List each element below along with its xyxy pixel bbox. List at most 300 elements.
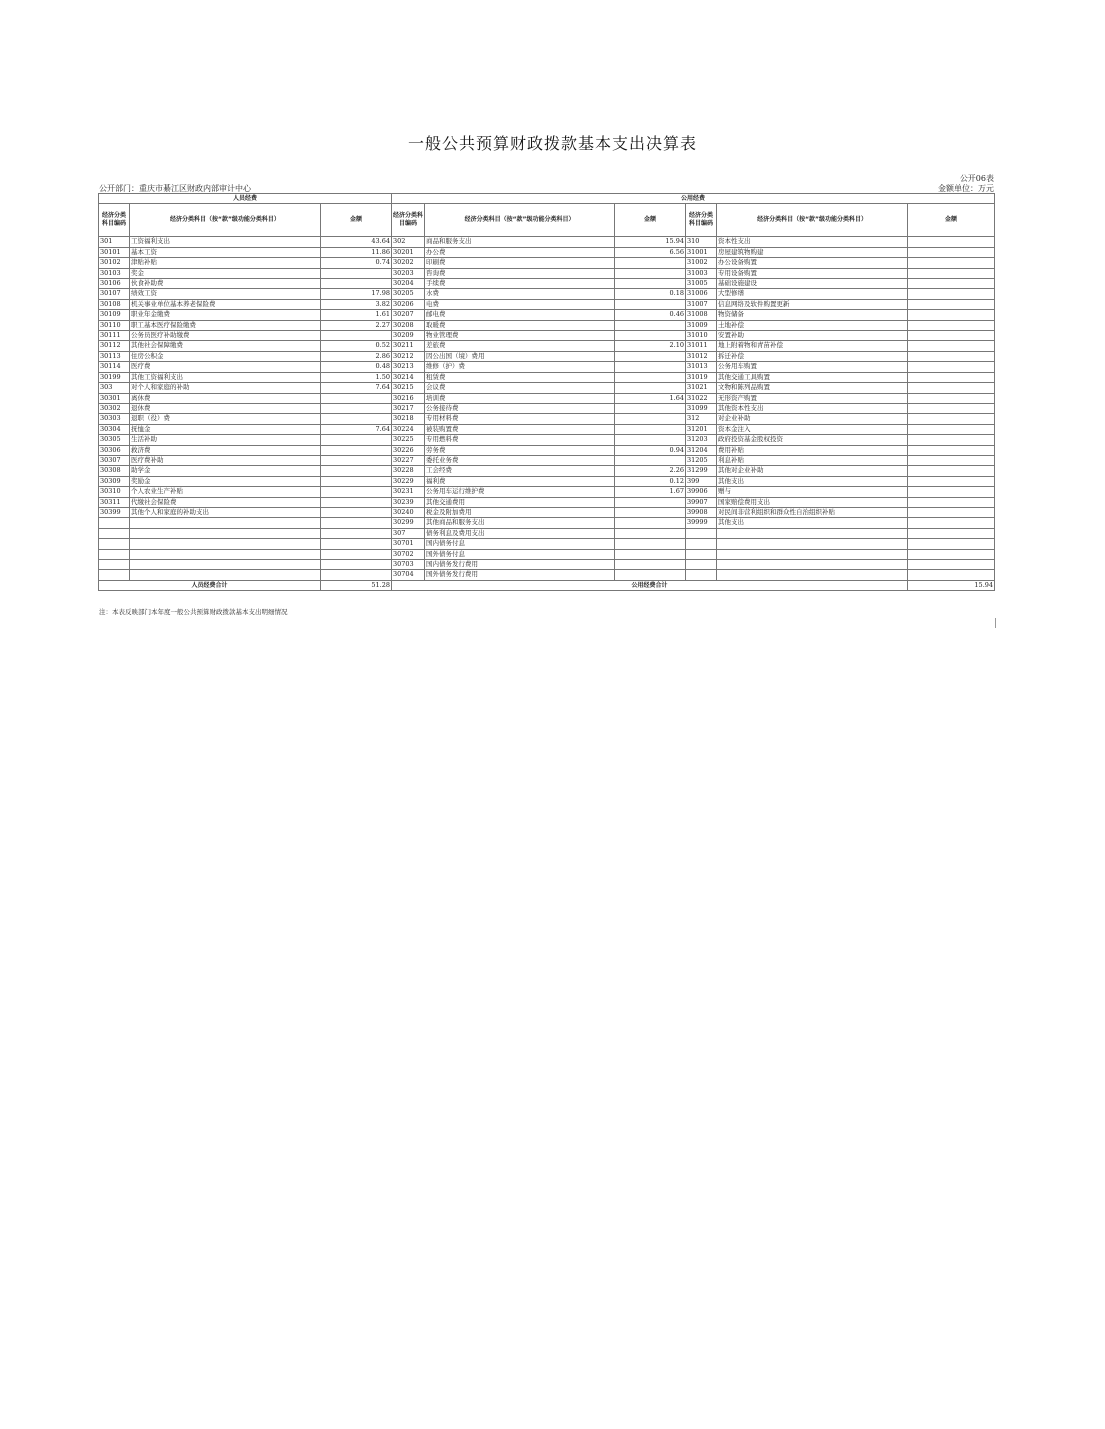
cell-name: 地上附着物和青苗补偿 <box>717 341 908 351</box>
cell-amount <box>908 258 995 268</box>
cell-amount: 0.48 <box>321 362 392 372</box>
table-row <box>99 455 995 465</box>
cell-amount: 1.50 <box>321 372 392 382</box>
cell-amount <box>615 455 686 465</box>
cell-amount <box>908 237 995 247</box>
cell-amount <box>615 362 686 372</box>
unit-label: 金额单位：万元 <box>938 184 994 193</box>
cell-code: 31010 <box>686 331 717 341</box>
cell-code: 30214 <box>392 372 425 382</box>
cell-code: 30306 <box>99 445 130 455</box>
table-row <box>99 497 995 507</box>
cell-amount <box>615 268 686 278</box>
cell-amount <box>321 393 392 403</box>
cell-amount <box>321 435 392 445</box>
cell-amount <box>908 539 995 549</box>
cell-code: 30202 <box>392 258 425 268</box>
table-row <box>99 362 995 372</box>
table-row <box>99 539 995 549</box>
cell-code: 30206 <box>392 299 425 309</box>
cell-code: 30208 <box>392 320 425 330</box>
cell-amount <box>908 528 995 538</box>
table-row <box>99 372 995 382</box>
cell-name: 救济费 <box>130 445 321 455</box>
cell-amount <box>615 299 686 309</box>
cell-amount: 17.98 <box>321 289 392 299</box>
cell-amount <box>615 518 686 528</box>
cell-code: 31013 <box>686 362 717 372</box>
cell-name: 物业管理费 <box>425 331 615 341</box>
cell-amount <box>908 383 995 393</box>
cell-name: 津贴补贴 <box>130 258 321 268</box>
cell-name: 奖金 <box>130 268 321 278</box>
cell-name: 无形资产购置 <box>717 393 908 403</box>
cell-code: 30702 <box>392 549 425 559</box>
cell-code: 30239 <box>392 497 425 507</box>
cell-name: 绩效工资 <box>130 289 321 299</box>
cell-name: 其他支出 <box>717 518 908 528</box>
public-total-amount: 15.94 <box>908 580 995 590</box>
cell-amount <box>908 351 995 361</box>
cell-amount <box>908 518 995 528</box>
table-row <box>99 310 995 320</box>
cell-amount <box>908 435 995 445</box>
cell-code: 30199 <box>99 372 130 382</box>
cell-name: 专用设备购置 <box>717 268 908 278</box>
cell-code: 30304 <box>99 424 130 434</box>
total-row <box>99 580 995 590</box>
cell-amount: 2.27 <box>321 320 392 330</box>
cell-name: 其他交通工具购置 <box>717 372 908 382</box>
cell-amount <box>908 445 995 455</box>
cell-code: 302 <box>392 237 425 247</box>
cell-code: 31099 <box>686 403 717 413</box>
table-row <box>99 435 995 445</box>
cell-amount <box>321 268 392 278</box>
cell-amount <box>615 414 686 424</box>
cell-code: 31021 <box>686 383 717 393</box>
cell-code: 30227 <box>392 455 425 465</box>
cell-code <box>99 539 130 549</box>
cell-code: 30112 <box>99 341 130 351</box>
cell-name <box>130 549 321 559</box>
cell-name: 公务用车运行维护费 <box>425 487 615 497</box>
cell-name <box>717 539 908 549</box>
cell-amount <box>908 362 995 372</box>
cell-amount <box>321 497 392 507</box>
cell-name: 水费 <box>425 289 615 299</box>
table-row <box>99 549 995 559</box>
cell-code: 30240 <box>392 507 425 517</box>
table-row <box>99 237 995 247</box>
header-amount: 金额 <box>321 204 392 237</box>
cell-name: 土地补偿 <box>717 320 908 330</box>
cell-amount <box>615 351 686 361</box>
cell-code: 30703 <box>392 560 425 570</box>
cell-name: 政府投资基金股权投资 <box>717 435 908 445</box>
cell-name <box>130 560 321 570</box>
cell-name <box>130 528 321 538</box>
cell-amount <box>321 560 392 570</box>
cell-code: 30109 <box>99 310 130 320</box>
cell-name <box>130 539 321 549</box>
cell-name: 文物和陈列品购置 <box>717 383 908 393</box>
cell-name: 维修（护）费 <box>425 362 615 372</box>
cell-code: 310 <box>686 237 717 247</box>
cell-code: 31008 <box>686 310 717 320</box>
cell-name: 其他资本性支出 <box>717 403 908 413</box>
cell-amount <box>908 487 995 497</box>
header-code: 经济分类科目编码 <box>99 204 130 237</box>
cell-name: 住房公积金 <box>130 351 321 361</box>
cell-code: 30309 <box>99 476 130 486</box>
cell-amount: 0.94 <box>615 445 686 455</box>
cell-amount <box>615 528 686 538</box>
cell-amount <box>908 476 995 486</box>
cell-code: 301 <box>99 237 130 247</box>
cell-code: 31011 <box>686 341 717 351</box>
cell-amount <box>321 445 392 455</box>
cell-code: 30102 <box>99 258 130 268</box>
cell-name: 专用材料费 <box>425 414 615 424</box>
table-row <box>99 518 995 528</box>
cell-amount <box>321 549 392 559</box>
cell-amount <box>321 455 392 465</box>
cell-name: 培训费 <box>425 393 615 403</box>
cell-amount <box>321 539 392 549</box>
cell-code: 30399 <box>99 507 130 517</box>
cell-name: 职业年金缴费 <box>130 310 321 320</box>
cell-name <box>717 570 908 580</box>
cell-name: 医疗费补助 <box>130 455 321 465</box>
cell-code: 30225 <box>392 435 425 445</box>
cell-amount <box>908 372 995 382</box>
cell-name: 奖励金 <box>130 476 321 486</box>
cell-amount <box>908 549 995 559</box>
cell-name: 劳务费 <box>425 445 615 455</box>
cell-code: 307 <box>392 528 425 538</box>
cell-amount <box>908 310 995 320</box>
cell-amount: 0.52 <box>321 341 392 351</box>
table-row <box>99 476 995 486</box>
header-amount: 金额 <box>908 204 995 237</box>
cell-code: 31204 <box>686 445 717 455</box>
cell-code: 31205 <box>686 455 717 465</box>
cell-code <box>686 539 717 549</box>
cell-amount: 1.64 <box>615 393 686 403</box>
table-row <box>99 351 995 361</box>
cell-code <box>99 560 130 570</box>
cell-code: 30114 <box>99 362 130 372</box>
cell-code <box>99 518 130 528</box>
cell-code: 30307 <box>99 455 130 465</box>
cell-code: 30231 <box>392 487 425 497</box>
cell-code: 30209 <box>392 331 425 341</box>
cell-amount <box>908 455 995 465</box>
cell-amount: 3.82 <box>321 299 392 309</box>
cell-name: 工会经费 <box>425 466 615 476</box>
cell-name: 咨询费 <box>425 268 615 278</box>
cell-name: 取暖费 <box>425 320 615 330</box>
cell-name: 委托业务费 <box>425 455 615 465</box>
cell-name: 福利费 <box>425 476 615 486</box>
cell-code <box>686 560 717 570</box>
cell-name: 会议费 <box>425 383 615 393</box>
cell-name: 电费 <box>425 299 615 309</box>
cell-amount <box>908 393 995 403</box>
cell-code: 30228 <box>392 466 425 476</box>
cell-code: 31012 <box>686 351 717 361</box>
form-number: 公开06表 <box>959 174 994 183</box>
cell-amount <box>908 497 995 507</box>
footnote: 注：本表反映部门本年度一般公共预算财政拨款基本支出明细情况 <box>99 608 288 616</box>
cell-name <box>717 528 908 538</box>
cell-code: 31009 <box>686 320 717 330</box>
cell-name: 房屋建筑物购建 <box>717 247 908 257</box>
cell-name: 资本性支出 <box>717 237 908 247</box>
cell-code: 39908 <box>686 507 717 517</box>
cell-code: 31299 <box>686 466 717 476</box>
table-row <box>99 331 995 341</box>
cell-name: 个人农业生产补贴 <box>130 487 321 497</box>
cell-name: 国内债务发行费用 <box>425 560 615 570</box>
cell-name: 物资储备 <box>717 310 908 320</box>
cell-name: 抚恤金 <box>130 424 321 434</box>
cell-name: 退休费 <box>130 403 321 413</box>
table-row <box>99 320 995 330</box>
cell-amount <box>615 424 686 434</box>
cell-name: 工资福利支出 <box>130 237 321 247</box>
cell-amount: 7.64 <box>321 424 392 434</box>
cell-name: 代缴社会保险费 <box>130 497 321 507</box>
table-row <box>99 528 995 538</box>
cell-name: 伙食补助费 <box>130 279 321 289</box>
cell-code: 399 <box>686 476 717 486</box>
cell-name: 办公费 <box>425 247 615 257</box>
table-row <box>99 258 995 268</box>
cell-code <box>686 549 717 559</box>
cell-code: 30101 <box>99 247 130 257</box>
cell-amount <box>908 341 995 351</box>
cell-amount <box>615 258 686 268</box>
cell-name: 其他支出 <box>717 476 908 486</box>
cell-name: 离休费 <box>130 393 321 403</box>
cell-amount <box>321 476 392 486</box>
cell-amount <box>615 497 686 507</box>
header-name: 经济分类科目（按“款”级功能分类科目） <box>130 204 321 237</box>
cell-name: 国外债务付息 <box>425 549 615 559</box>
cell-amount <box>321 466 392 476</box>
cell-amount <box>615 507 686 517</box>
cell-amount <box>321 487 392 497</box>
cell-amount <box>908 320 995 330</box>
cell-name <box>717 560 908 570</box>
cell-name: 国家赔偿费用支出 <box>717 497 908 507</box>
cell-code: 303 <box>99 383 130 393</box>
cell-code <box>686 570 717 580</box>
cell-code: 30224 <box>392 424 425 434</box>
cell-amount <box>908 268 995 278</box>
cell-amount <box>615 539 686 549</box>
cell-amount <box>321 518 392 528</box>
cell-amount: 1.61 <box>321 310 392 320</box>
cell-name: 职工基本医疗保险缴费 <box>130 320 321 330</box>
cell-amount <box>615 549 686 559</box>
cell-name: 助学金 <box>130 466 321 476</box>
cell-name: 费用补贴 <box>717 445 908 455</box>
cell-code: 30229 <box>392 476 425 486</box>
cell-amount: 0.12 <box>615 476 686 486</box>
cell-code: 30207 <box>392 310 425 320</box>
header-name: 经济分类科目（按“款”级功能分类科目） <box>717 204 908 237</box>
cell-amount <box>615 435 686 445</box>
cell-code: 39907 <box>686 497 717 507</box>
cell-amount <box>321 403 392 413</box>
cell-name: 债务利息及费用支出 <box>425 528 615 538</box>
cell-name: 其他个人和家庭的补助支出 <box>130 507 321 517</box>
cell-amount: 7.64 <box>321 383 392 393</box>
cell-amount: 6.56 <box>615 247 686 257</box>
cell-code: 30108 <box>99 299 130 309</box>
cell-name: 国内债务付息 <box>425 539 615 549</box>
table-row <box>99 466 995 476</box>
cell-name: 基本工资 <box>130 247 321 257</box>
cell-name: 其他工资福利支出 <box>130 372 321 382</box>
cell-name: 印刷费 <box>425 258 615 268</box>
cell-code: 30299 <box>392 518 425 528</box>
cell-name <box>717 549 908 559</box>
table-row <box>99 299 995 309</box>
cell-amount <box>321 570 392 580</box>
cell-name: 其他交通费用 <box>425 497 615 507</box>
cell-amount: 11.86 <box>321 247 392 257</box>
cell-name: 医疗费 <box>130 362 321 372</box>
cell-code: 30704 <box>392 570 425 580</box>
cell-code: 30203 <box>392 268 425 278</box>
cell-name: 机关事业单位基本养老保险费 <box>130 299 321 309</box>
cell-name <box>130 570 321 580</box>
table-row <box>99 341 995 351</box>
cell-code: 30111 <box>99 331 130 341</box>
cell-code: 31003 <box>686 268 717 278</box>
cell-name: 其他对企业补助 <box>717 466 908 476</box>
cell-code: 30204 <box>392 279 425 289</box>
cell-code: 30110 <box>99 320 130 330</box>
cell-amount: 43.64 <box>321 237 392 247</box>
cell-name <box>130 518 321 528</box>
cell-amount <box>908 414 995 424</box>
cell-name: 国外债务发行费用 <box>425 570 615 580</box>
cell-amount <box>321 528 392 538</box>
cell-code: 30212 <box>392 351 425 361</box>
cell-amount <box>908 247 995 257</box>
page-title: 一般公共预算财政拨款基本支出决算表 <box>407 134 697 153</box>
header-name: 经济分类科目（按“款”级功能分类科目） <box>425 204 615 237</box>
cell-code: 31203 <box>686 435 717 445</box>
cell-code: 31007 <box>686 299 717 309</box>
cell-name: 退职（役）费 <box>130 414 321 424</box>
cell-amount: 0.18 <box>615 289 686 299</box>
cell-code: 30303 <box>99 414 130 424</box>
cell-amount <box>615 403 686 413</box>
cell-amount: 0.74 <box>321 258 392 268</box>
personnel-total-amount: 51.28 <box>321 580 392 590</box>
cell-amount <box>908 299 995 309</box>
table-row <box>99 414 995 424</box>
cell-amount <box>321 331 392 341</box>
cell-code: 30308 <box>99 466 130 476</box>
cell-code: 30215 <box>392 383 425 393</box>
cell-amount <box>615 331 686 341</box>
expenditure-table <box>98 193 995 591</box>
cell-amount <box>908 403 995 413</box>
header-code: 经济分类科目编码 <box>392 204 425 237</box>
cell-name: 公务用车购置 <box>717 362 908 372</box>
table-row <box>99 268 995 278</box>
cell-code <box>686 528 717 538</box>
cell-code: 31002 <box>686 258 717 268</box>
cell-amount <box>615 372 686 382</box>
cell-amount <box>908 507 995 517</box>
cell-code: 30113 <box>99 351 130 361</box>
cell-amount: 2.10 <box>615 341 686 351</box>
table-row <box>99 560 995 570</box>
cell-code: 31022 <box>686 393 717 403</box>
cell-amount <box>321 414 392 424</box>
cell-code: 39906 <box>686 487 717 497</box>
personnel-total-label: 人员经费合计 <box>99 580 321 590</box>
table-row <box>99 507 995 517</box>
cell-name: 其他商品和服务支出 <box>425 518 615 528</box>
cell-amount <box>615 383 686 393</box>
cell-name: 其他社会保障缴费 <box>130 341 321 351</box>
cell-amount <box>321 279 392 289</box>
table-row <box>99 403 995 413</box>
table-row <box>99 383 995 393</box>
cell-name: 公务接待费 <box>425 403 615 413</box>
cell-amount <box>908 279 995 289</box>
cell-name: 公务员医疗补助缴费 <box>130 331 321 341</box>
cell-name: 办公设备购置 <box>717 258 908 268</box>
header-amount: 金额 <box>615 204 686 237</box>
cell-name: 资本金注入 <box>717 424 908 434</box>
cell-code: 31006 <box>686 289 717 299</box>
cell-amount <box>615 560 686 570</box>
column-header-row <box>99 204 995 237</box>
cell-amount <box>615 279 686 289</box>
section-personnel: 人员经费 <box>99 194 392 204</box>
table-row <box>99 393 995 403</box>
cell-code: 30305 <box>99 435 130 445</box>
cell-name: 大型修缮 <box>717 289 908 299</box>
cell-code: 30226 <box>392 445 425 455</box>
cell-code: 31019 <box>686 372 717 382</box>
cell-code: 30205 <box>392 289 425 299</box>
cell-name: 对个人和家庭的补助 <box>130 383 321 393</box>
cell-code: 30301 <box>99 393 130 403</box>
table-row <box>99 289 995 299</box>
cell-code: 30310 <box>99 487 130 497</box>
section-header-row <box>99 194 995 204</box>
cell-code <box>99 528 130 538</box>
table-row <box>99 487 995 497</box>
cell-name: 税金及附加费用 <box>425 507 615 517</box>
cell-code <box>99 549 130 559</box>
cell-code: 31001 <box>686 247 717 257</box>
margin-mark <box>995 618 996 628</box>
department-label: 公开部门：重庆市綦江区财政内部审计中心 <box>99 184 251 193</box>
section-public: 公用经费 <box>392 194 995 204</box>
